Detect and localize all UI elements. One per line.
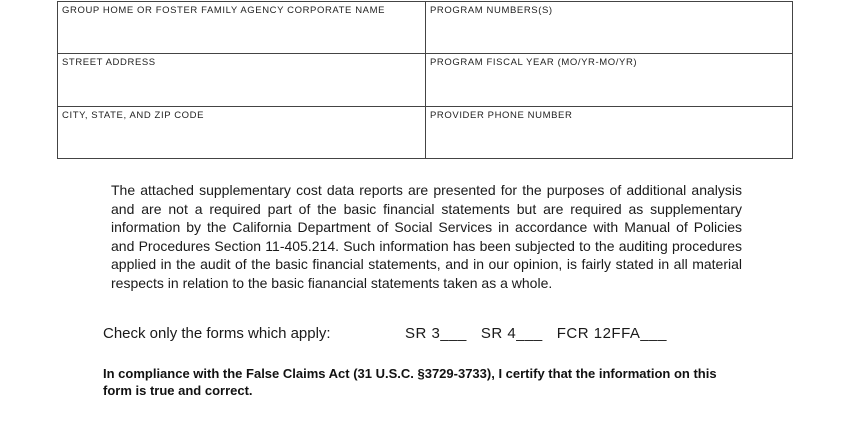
corporate-name-field[interactable]	[58, 2, 426, 54]
provider-phone-label: PROVIDER PHONE NUMBER	[430, 110, 573, 121]
certification-statement: In compliance with the False Claims Act (31 U.S.C. §3729-3733), I certify that the information on this form is true and correct.	[103, 366, 717, 398]
form-options[interactable]: SR 3___ SR 4___ FCR 12FFA___	[405, 325, 667, 342]
supplementary-statement: The attached supplementary cost data reports are presented for the purposes of additional analysis and are not a required part of the basic financial statements but are required as supplementary information by the California Department of Social Services in accordance with Manual of Policies and Procedures Section 11-405.214. Such information has been subjected to the auditing procedures applied in the audit of the basic financial statements, and in our opinion, is fairly stated in all material respects in relation to the basic fianancial statements taken as a whole.	[111, 182, 742, 291]
street-address-label: STREET ADDRESS	[62, 57, 156, 68]
fiscal-year-label: PROGRAM FISCAL YEAR (MO/YR-MO/YR)	[430, 57, 638, 68]
city-state-zip-field[interactable]	[58, 107, 426, 158]
corporate-name-label: GROUP HOME OR FOSTER FAMILY AGENCY CORPORATE NAME	[62, 5, 386, 16]
program-numbers-field[interactable]	[426, 2, 792, 54]
street-address-field[interactable]	[58, 54, 426, 107]
forms-check-row	[103, 325, 743, 342]
fiscal-year-field[interactable]	[426, 54, 792, 107]
city-state-zip-label: CITY, STATE, AND ZIP CODE	[62, 110, 205, 121]
check-forms-label: Check only the forms which apply:	[103, 325, 331, 342]
program-numbers-label: PROGRAM NUMBERS(S)	[430, 5, 553, 16]
provider-phone-field[interactable]	[426, 107, 792, 158]
provider-info-grid	[57, 1, 793, 159]
